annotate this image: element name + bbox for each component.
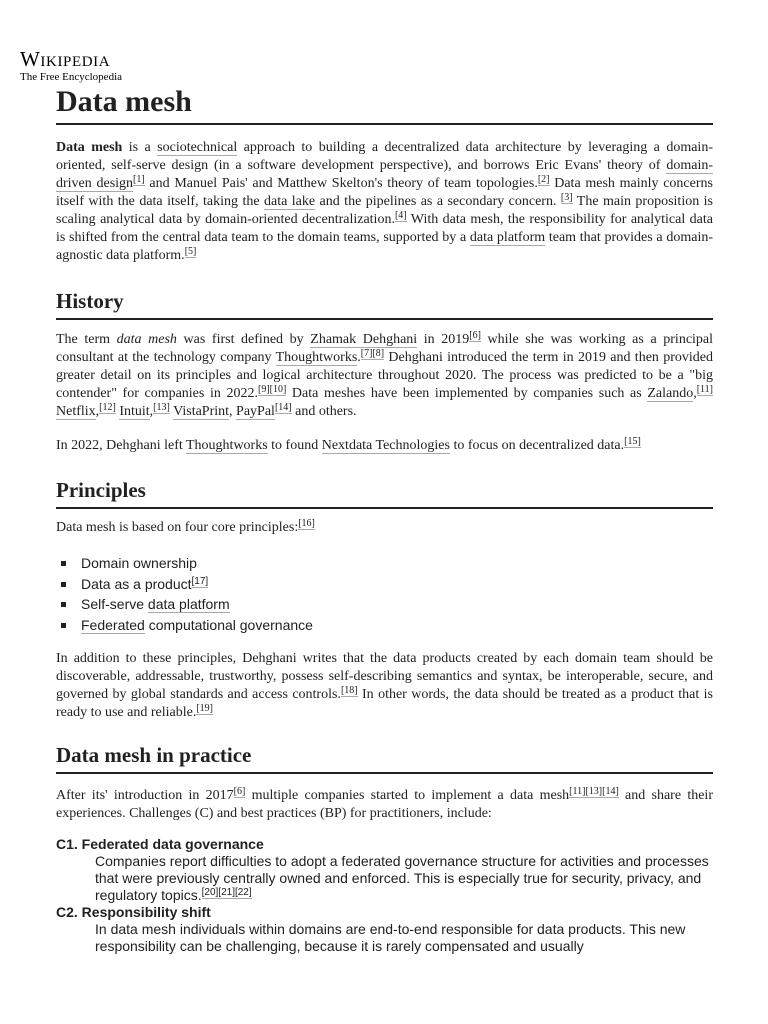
wikipedia-logo[interactable] xyxy=(20,48,160,83)
link-netflix[interactable]: Netflix xyxy=(56,404,96,419)
history-text: , xyxy=(149,404,154,419)
link-data-lake[interactable]: data lake xyxy=(264,194,316,209)
link-sociotechnical[interactable]: sociotechnical xyxy=(157,140,238,155)
bullet-icon xyxy=(61,602,66,607)
intro-text: approach to building a decentralized data architecture by leveraging a domain-oriented, self-serve design (in a software development perspective), and borrows Eric Evans' theory of xyxy=(56,140,713,173)
challenges-list xyxy=(56,836,713,955)
citation-5[interactable]: [5] xyxy=(184,246,197,257)
history-paragraph-1 xyxy=(56,331,713,421)
citation-11-13-14[interactable]: [11][13][14] xyxy=(569,786,619,797)
list-item-text: Domain ownership xyxy=(81,555,197,571)
practice-paragraph-1 xyxy=(56,787,713,823)
citation-16[interactable]: [16] xyxy=(298,518,315,529)
citation-12[interactable]: [12] xyxy=(99,402,116,413)
principles-list xyxy=(56,553,313,635)
citation-11[interactable]: [11] xyxy=(696,384,713,395)
history-text: while she was working as a principal consultant at the technology company xyxy=(56,332,714,365)
link-nextdata-technologies[interactable]: Nextdata Technologies xyxy=(321,438,450,453)
link-federated[interactable]: Federated xyxy=(81,616,145,633)
link-zhamak-dehghani[interactable]: Zhamak Dehghani xyxy=(310,332,418,347)
list-item-text: Data as a product xyxy=(81,575,192,592)
link-vistaprint[interactable]: VistaPrint xyxy=(173,404,230,419)
link-data-platform[interactable]: data platform xyxy=(469,230,546,245)
list-item xyxy=(56,574,313,595)
intro-paragraph xyxy=(56,139,713,265)
list-item-text: Self-serve xyxy=(81,596,148,612)
bullet-icon xyxy=(61,582,66,587)
citation-17[interactable]: [17] xyxy=(191,575,209,587)
principles-text: In addition to these principles, Dehghani writes that the data products created by each domain team should be discoverable, addressable, trustworthy, possess self-describing semantics and syntax, be interoperable, secure, and governed by global standards and access controls. xyxy=(56,651,713,702)
page-title: Data mesh xyxy=(56,82,713,125)
history-text: and others. xyxy=(291,404,357,419)
intro-text: and Manuel Pais' and Matthew Skelton's theory of team topologies. xyxy=(144,176,538,191)
principles-intro xyxy=(56,519,713,537)
history-text: Data meshes have been implemented by companies such as xyxy=(286,386,648,401)
challenge-description: In data mesh individuals within domains are end-to-end responsible for data products. This new responsibility can be challenging, because it is rarely compensated and usually xyxy=(95,921,686,954)
citation-7-8[interactable]: [7][8] xyxy=(360,348,385,359)
list-item xyxy=(56,615,313,636)
section-heading-practice: Data mesh in practice xyxy=(56,740,713,774)
intro-text: Data mesh mainly concerns itself with the data itself, taking the xyxy=(56,176,713,209)
challenge-text: Companies report difficulties to adopt a federated governance structure for activities and processes that were previously centrally owned and enforced. This is especially true for security, privacy, and regulatory topics. xyxy=(95,853,709,903)
citation-4[interactable]: [4] xyxy=(394,210,407,221)
history-text: , xyxy=(95,404,100,419)
history-text: In 2022, Dehghani left xyxy=(56,438,186,453)
list-item-text: computational governance xyxy=(144,616,313,633)
challenge-term: C1. Federated data governance xyxy=(56,836,264,852)
intro-text: is a xyxy=(122,140,158,155)
intro-bold-term: Data mesh xyxy=(56,140,123,155)
principles-paragraph-2 xyxy=(56,650,713,722)
challenge-term: C2. Responsibility shift xyxy=(56,904,211,920)
link-thoughtworks[interactable]: Thoughtworks xyxy=(275,350,358,365)
wikipedia-wordmark: Wikipedia xyxy=(20,47,111,71)
history-paragraph-2 xyxy=(56,437,713,455)
citation-13[interactable]: [13] xyxy=(153,402,170,413)
history-text: to focus on decentralized data. xyxy=(449,438,625,453)
term-data-mesh: data mesh xyxy=(116,332,177,347)
history-text: in 2019 xyxy=(417,332,470,347)
principles-intro-text: Data mesh is based on four core principles: xyxy=(56,520,299,535)
practice-text: and share their experiences. Challenges (C) and best practices (BP) for practitioners, include: xyxy=(56,788,713,821)
history-text: to found xyxy=(267,438,322,453)
challenge-description xyxy=(95,853,713,904)
citation-2[interactable]: [2] xyxy=(537,174,550,185)
citation-6[interactable]: [6] xyxy=(469,330,481,341)
citation-14[interactable]: [14] xyxy=(274,402,292,413)
list-item xyxy=(56,594,313,615)
link-domain-driven-design[interactable]: domain-driven design xyxy=(56,158,713,191)
history-text: . xyxy=(357,350,361,365)
history-text: , xyxy=(229,404,237,419)
history-text: was first defined by xyxy=(176,332,311,347)
practice-text: After its' introduction in 2017 xyxy=(56,788,234,803)
citation-20-21-22[interactable]: [20][21][22] xyxy=(201,887,252,898)
citation-19[interactable]: [19] xyxy=(196,703,213,714)
citation-18[interactable]: [18] xyxy=(340,685,358,696)
history-text: , xyxy=(693,386,697,401)
wikipedia-tagline: The Free Encyclopedia xyxy=(20,71,123,83)
link-paypal[interactable]: PayPal xyxy=(236,404,275,419)
intro-text: The main proposition is scaling analytical data by domain-oriented decentralization. xyxy=(56,194,713,227)
intro-text: and the pipelines as a secondary concern. xyxy=(315,194,561,209)
bullet-icon xyxy=(61,561,66,566)
citation-3[interactable]: [3] xyxy=(560,192,573,203)
section-heading-principles: Principles xyxy=(56,475,713,509)
practice-text: multiple companies started to implement a data mesh xyxy=(245,788,570,803)
intro-text: team that provides a domain-agnostic data platform. xyxy=(56,230,713,263)
link-data-platform-2[interactable]: data platform xyxy=(147,596,230,612)
link-intuit[interactable]: Intuit xyxy=(119,404,150,419)
citation-15[interactable]: [15] xyxy=(624,436,641,447)
section-heading-history: History xyxy=(56,286,713,320)
citation-9-10[interactable]: [9][10] xyxy=(257,384,287,395)
citation-6-b[interactable]: [6] xyxy=(233,786,246,797)
history-text: Dehghani introduced the term in 2019 and then provided greater detail on its principles and logical architecture throughout 2020. The process was predicted to be a "big contender" for companies in 2022. xyxy=(56,350,713,401)
bullet-icon xyxy=(61,623,66,628)
link-zalando[interactable]: Zalando xyxy=(647,386,694,401)
intro-text: With data mesh, the responsibility for analytical data is shifted from the central data team to the domain teams, supported by a xyxy=(56,212,713,245)
principles-text: In other words, the data should be treated as a product that is ready to use and reliable. xyxy=(56,687,713,720)
link-thoughtworks-2[interactable]: Thoughtworks xyxy=(186,438,268,453)
history-text: The term xyxy=(56,332,117,347)
list-item xyxy=(56,553,313,574)
citation-1[interactable]: [1] xyxy=(133,174,145,185)
